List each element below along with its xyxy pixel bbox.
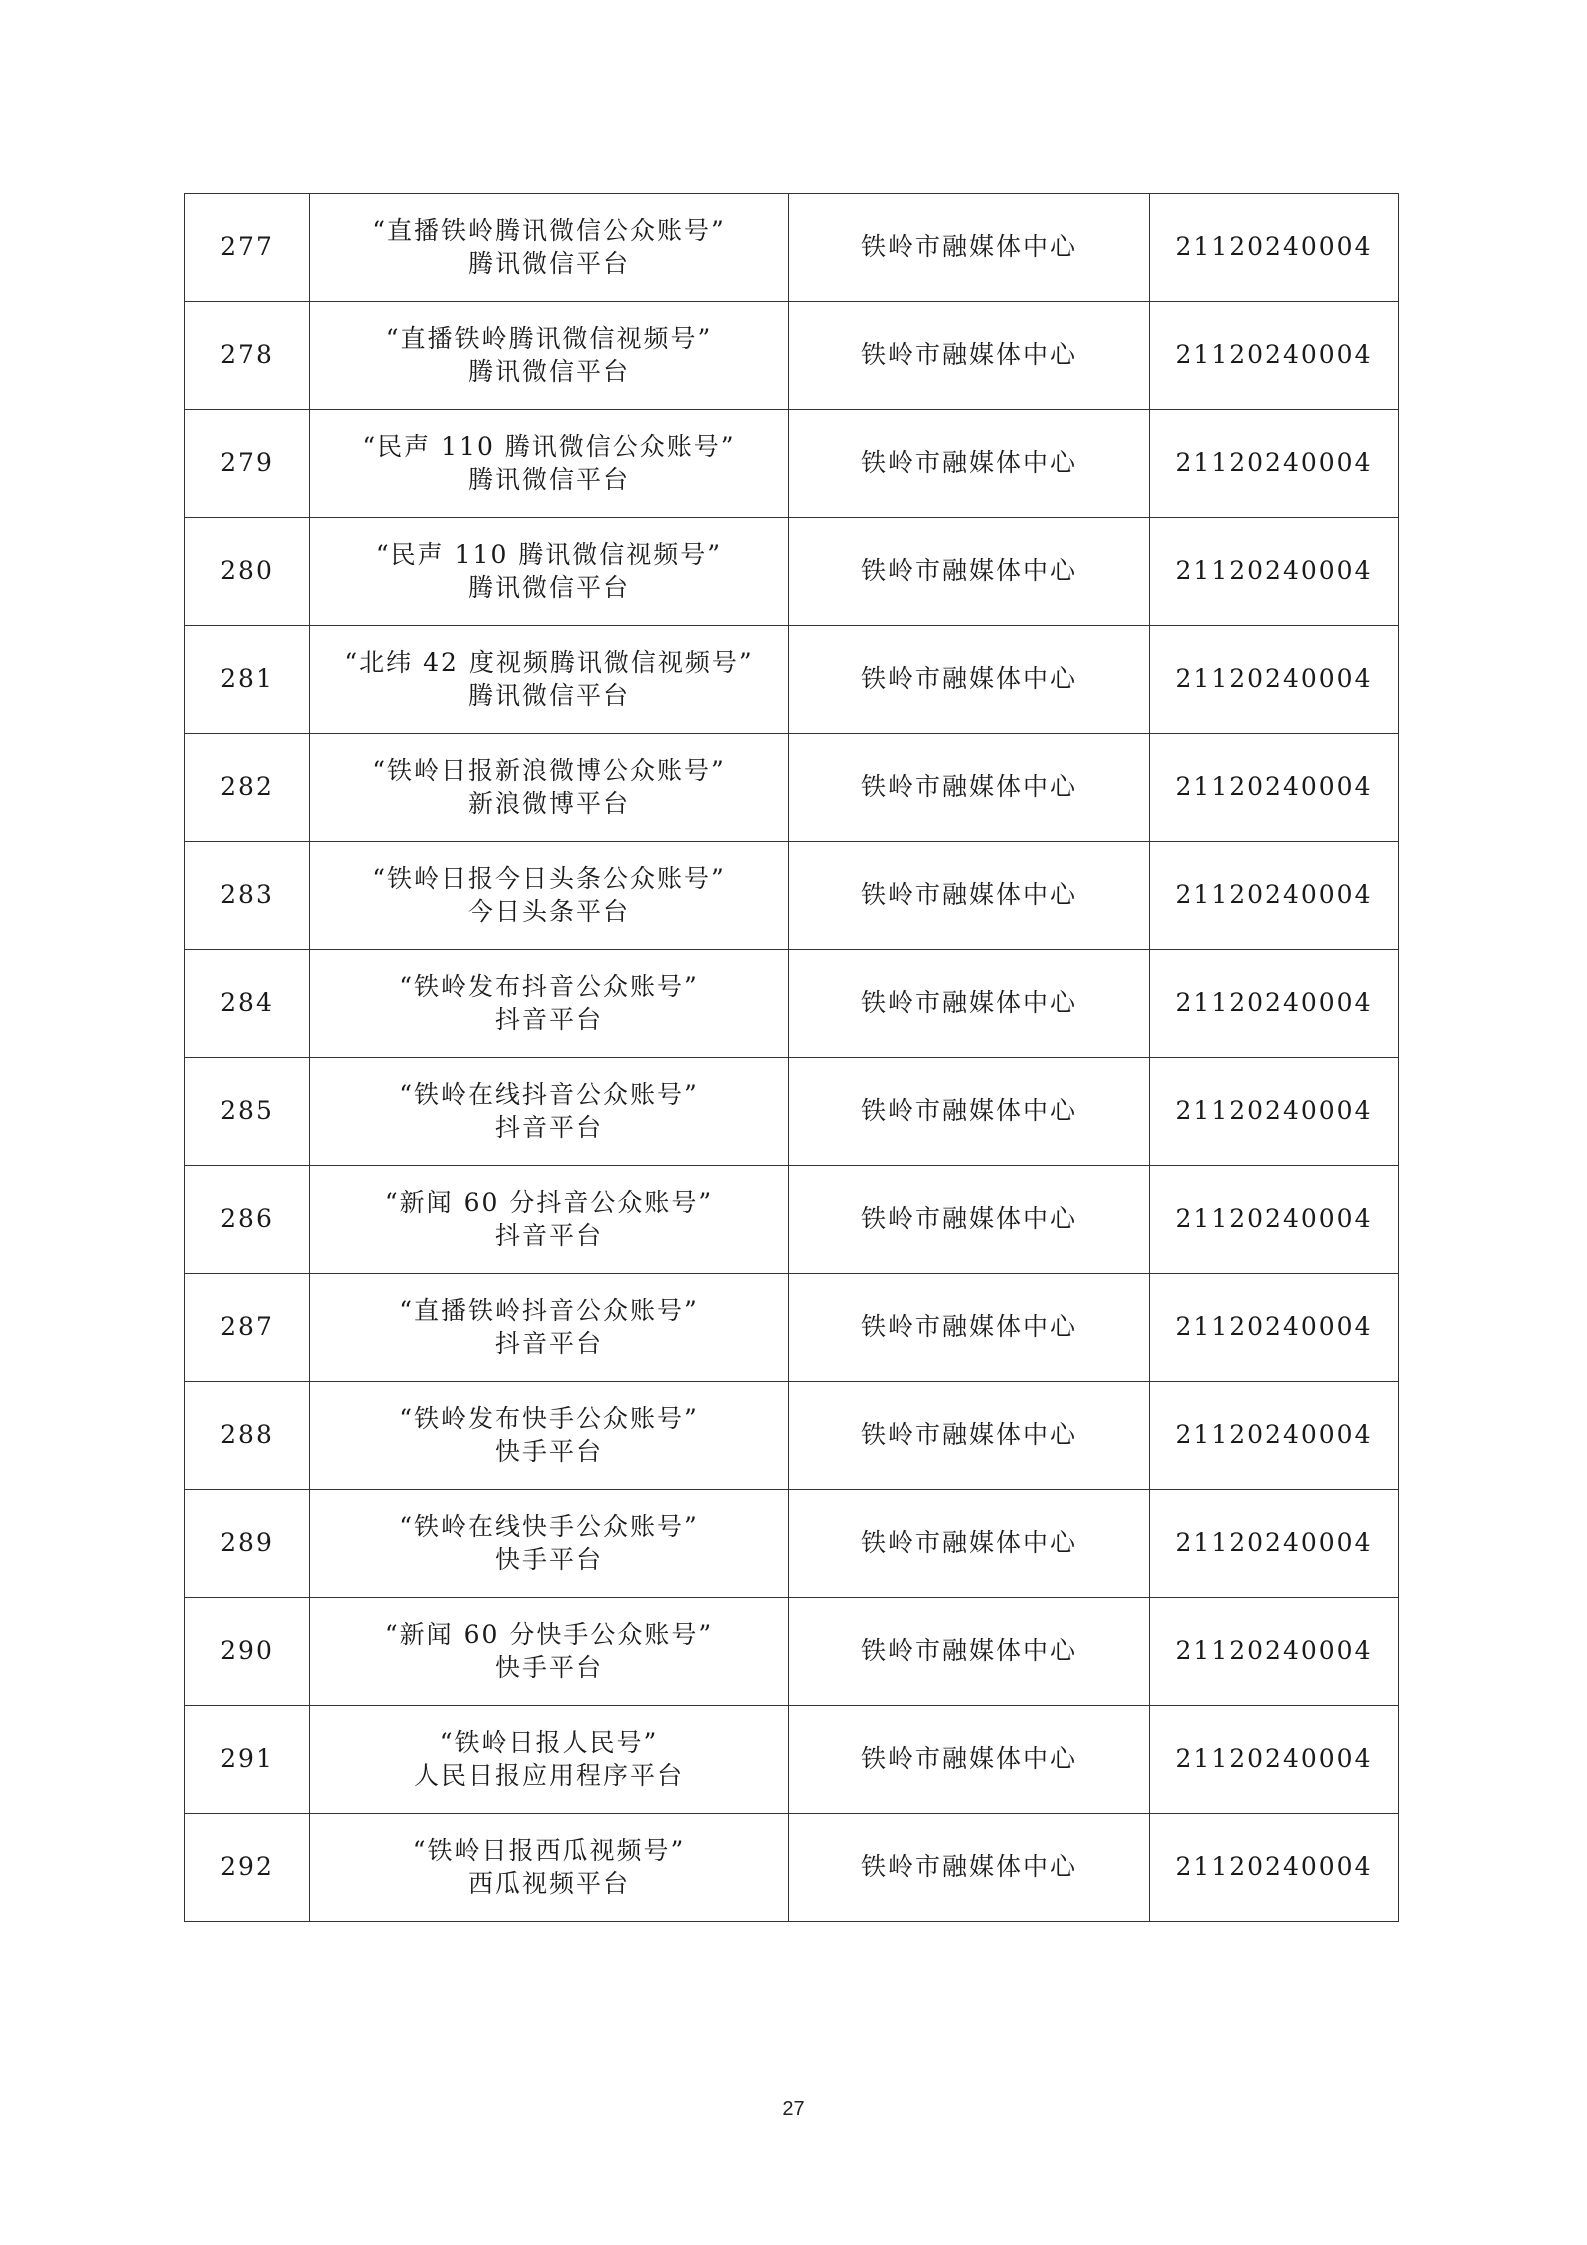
table-row [185, 734, 1399, 842]
platform-name: 腾讯微信平台 [467, 248, 630, 278]
account-name-cell [310, 1706, 789, 1814]
account-name-cell [310, 626, 789, 734]
registration-code-cell: 21120240004 [1150, 518, 1399, 626]
organization-cell: 铁岭市融媒体中心 [789, 734, 1150, 842]
platform-name: 今日头条平台 [467, 896, 630, 926]
registration-code-cell: 21120240004 [1150, 1814, 1399, 1922]
registration-code-cell: 21120240004 [1150, 194, 1399, 302]
account-name-cell [310, 518, 789, 626]
table-row [185, 1274, 1399, 1382]
row-number-cell: 277 [185, 194, 310, 302]
row-number-cell: 284 [185, 950, 310, 1058]
account-name: “铁岭在线抖音公众账号” [399, 1080, 699, 1109]
account-name-cell [310, 1490, 789, 1598]
account-name: “直播铁岭腾讯微信视频号” [385, 324, 713, 353]
account-name-cell [310, 1058, 789, 1166]
page-number: 27 [782, 2098, 805, 2120]
registration-code-cell: 21120240004 [1150, 410, 1399, 518]
platform-name: 腾讯微信平台 [467, 356, 630, 386]
account-name: “民声 110 腾讯微信公众账号” [362, 432, 736, 461]
organization-cell: 铁岭市融媒体中心 [789, 1814, 1150, 1922]
table-row [185, 410, 1399, 518]
account-name: “铁岭日报新浪微博公众账号” [372, 756, 726, 785]
organization-cell: 铁岭市融媒体中心 [789, 1274, 1150, 1382]
account-name: “直播铁岭腾讯微信公众账号” [372, 216, 726, 245]
platform-name: 快手平台 [494, 1652, 603, 1682]
account-name: “铁岭发布快手公众账号” [399, 1404, 699, 1433]
table-row [185, 302, 1399, 410]
row-number-cell: 289 [185, 1490, 310, 1598]
organization-cell: 铁岭市融媒体中心 [789, 1598, 1150, 1706]
account-name: “铁岭在线快手公众账号” [399, 1512, 699, 1541]
account-name: “民声 110 腾讯微信视频号” [375, 540, 723, 569]
row-number-cell: 288 [185, 1382, 310, 1490]
platform-name: 腾讯微信平台 [467, 680, 630, 710]
organization-cell: 铁岭市融媒体中心 [789, 302, 1150, 410]
platform-name: 腾讯微信平台 [467, 572, 630, 602]
platform-name: 快手平台 [494, 1436, 603, 1466]
organization-cell: 铁岭市融媒体中心 [789, 1166, 1150, 1274]
account-name: “铁岭日报西瓜视频号” [412, 1836, 686, 1865]
registry-table-body [185, 194, 1399, 1922]
account-name: “铁岭日报今日头条公众账号” [372, 864, 726, 893]
registration-code-cell: 21120240004 [1150, 1598, 1399, 1706]
registration-code-cell: 21120240004 [1150, 626, 1399, 734]
account-name-cell [310, 842, 789, 950]
table-row [185, 1382, 1399, 1490]
platform-name: 快手平台 [494, 1544, 603, 1574]
row-number-cell: 278 [185, 302, 310, 410]
account-name-cell [310, 1382, 789, 1490]
account-name: “铁岭发布抖音公众账号” [399, 972, 699, 1001]
account-name-cell [310, 302, 789, 410]
organization-cell: 铁岭市融媒体中心 [789, 1490, 1150, 1598]
row-number-cell: 283 [185, 842, 310, 950]
organization-cell: 铁岭市融媒体中心 [789, 1058, 1150, 1166]
registration-code-cell: 21120240004 [1150, 1490, 1399, 1598]
account-name: “新闻 60 分快手公众账号” [384, 1620, 714, 1649]
registration-code-cell: 21120240004 [1150, 734, 1399, 842]
platform-name: 抖音平台 [494, 1112, 603, 1142]
table-row [185, 1598, 1399, 1706]
registration-code-cell: 21120240004 [1150, 302, 1399, 410]
account-name-cell [310, 734, 789, 842]
row-number-cell: 286 [185, 1166, 310, 1274]
table-row [185, 1706, 1399, 1814]
platform-name: 腾讯微信平台 [467, 464, 630, 494]
row-number-cell: 282 [185, 734, 310, 842]
platform-name: 西瓜视频平台 [467, 1868, 630, 1898]
account-name: “直播铁岭抖音公众账号” [399, 1296, 699, 1325]
registration-code-cell: 21120240004 [1150, 1166, 1399, 1274]
table-row [185, 194, 1399, 302]
registry-table [184, 193, 1399, 1922]
organization-cell: 铁岭市融媒体中心 [789, 626, 1150, 734]
registration-code-cell: 21120240004 [1150, 1058, 1399, 1166]
table-row [185, 518, 1399, 626]
row-number-cell: 281 [185, 626, 310, 734]
registration-code-cell: 21120240004 [1150, 950, 1399, 1058]
organization-cell: 铁岭市融媒体中心 [789, 1706, 1150, 1814]
organization-cell: 铁岭市融媒体中心 [789, 950, 1150, 1058]
account-name-cell [310, 1166, 789, 1274]
row-number-cell: 292 [185, 1814, 310, 1922]
table-row [185, 950, 1399, 1058]
account-name-cell [310, 410, 789, 518]
platform-name: 人民日报应用程序平台 [413, 1760, 684, 1790]
account-name-cell [310, 950, 789, 1058]
organization-cell: 铁岭市融媒体中心 [789, 518, 1150, 626]
platform-name: 新浪微博平台 [467, 788, 630, 818]
organization-cell: 铁岭市融媒体中心 [789, 194, 1150, 302]
platform-name: 抖音平台 [494, 1220, 603, 1250]
row-number-cell: 287 [185, 1274, 310, 1382]
table-row [185, 1166, 1399, 1274]
table-row [185, 626, 1399, 734]
table-row [185, 1058, 1399, 1166]
account-name: “新闻 60 分抖音公众账号” [384, 1188, 714, 1217]
row-number-cell: 279 [185, 410, 310, 518]
account-name: “北纬 42 度视频腾讯微信视频号” [344, 648, 754, 677]
table-row [185, 842, 1399, 950]
account-name-cell [310, 194, 789, 302]
table-row [185, 1490, 1399, 1598]
account-name-cell [310, 1274, 789, 1382]
row-number-cell: 285 [185, 1058, 310, 1166]
row-number-cell: 291 [185, 1706, 310, 1814]
account-name-cell [310, 1598, 789, 1706]
registration-code-cell: 21120240004 [1150, 1274, 1399, 1382]
organization-cell: 铁岭市融媒体中心 [789, 842, 1150, 950]
organization-cell: 铁岭市融媒体中心 [789, 410, 1150, 518]
registration-code-cell: 21120240004 [1150, 1706, 1399, 1814]
organization-cell: 铁岭市融媒体中心 [789, 1382, 1150, 1490]
registration-code-cell: 21120240004 [1150, 1382, 1399, 1490]
table-row [185, 1814, 1399, 1922]
registration-code-cell: 21120240004 [1150, 842, 1399, 950]
account-name-cell [310, 1814, 789, 1922]
row-number-cell: 280 [185, 518, 310, 626]
platform-name: 抖音平台 [494, 1004, 603, 1034]
account-name: “铁岭日报人民号” [439, 1728, 659, 1757]
row-number-cell: 290 [185, 1598, 310, 1706]
platform-name: 抖音平台 [494, 1328, 603, 1358]
